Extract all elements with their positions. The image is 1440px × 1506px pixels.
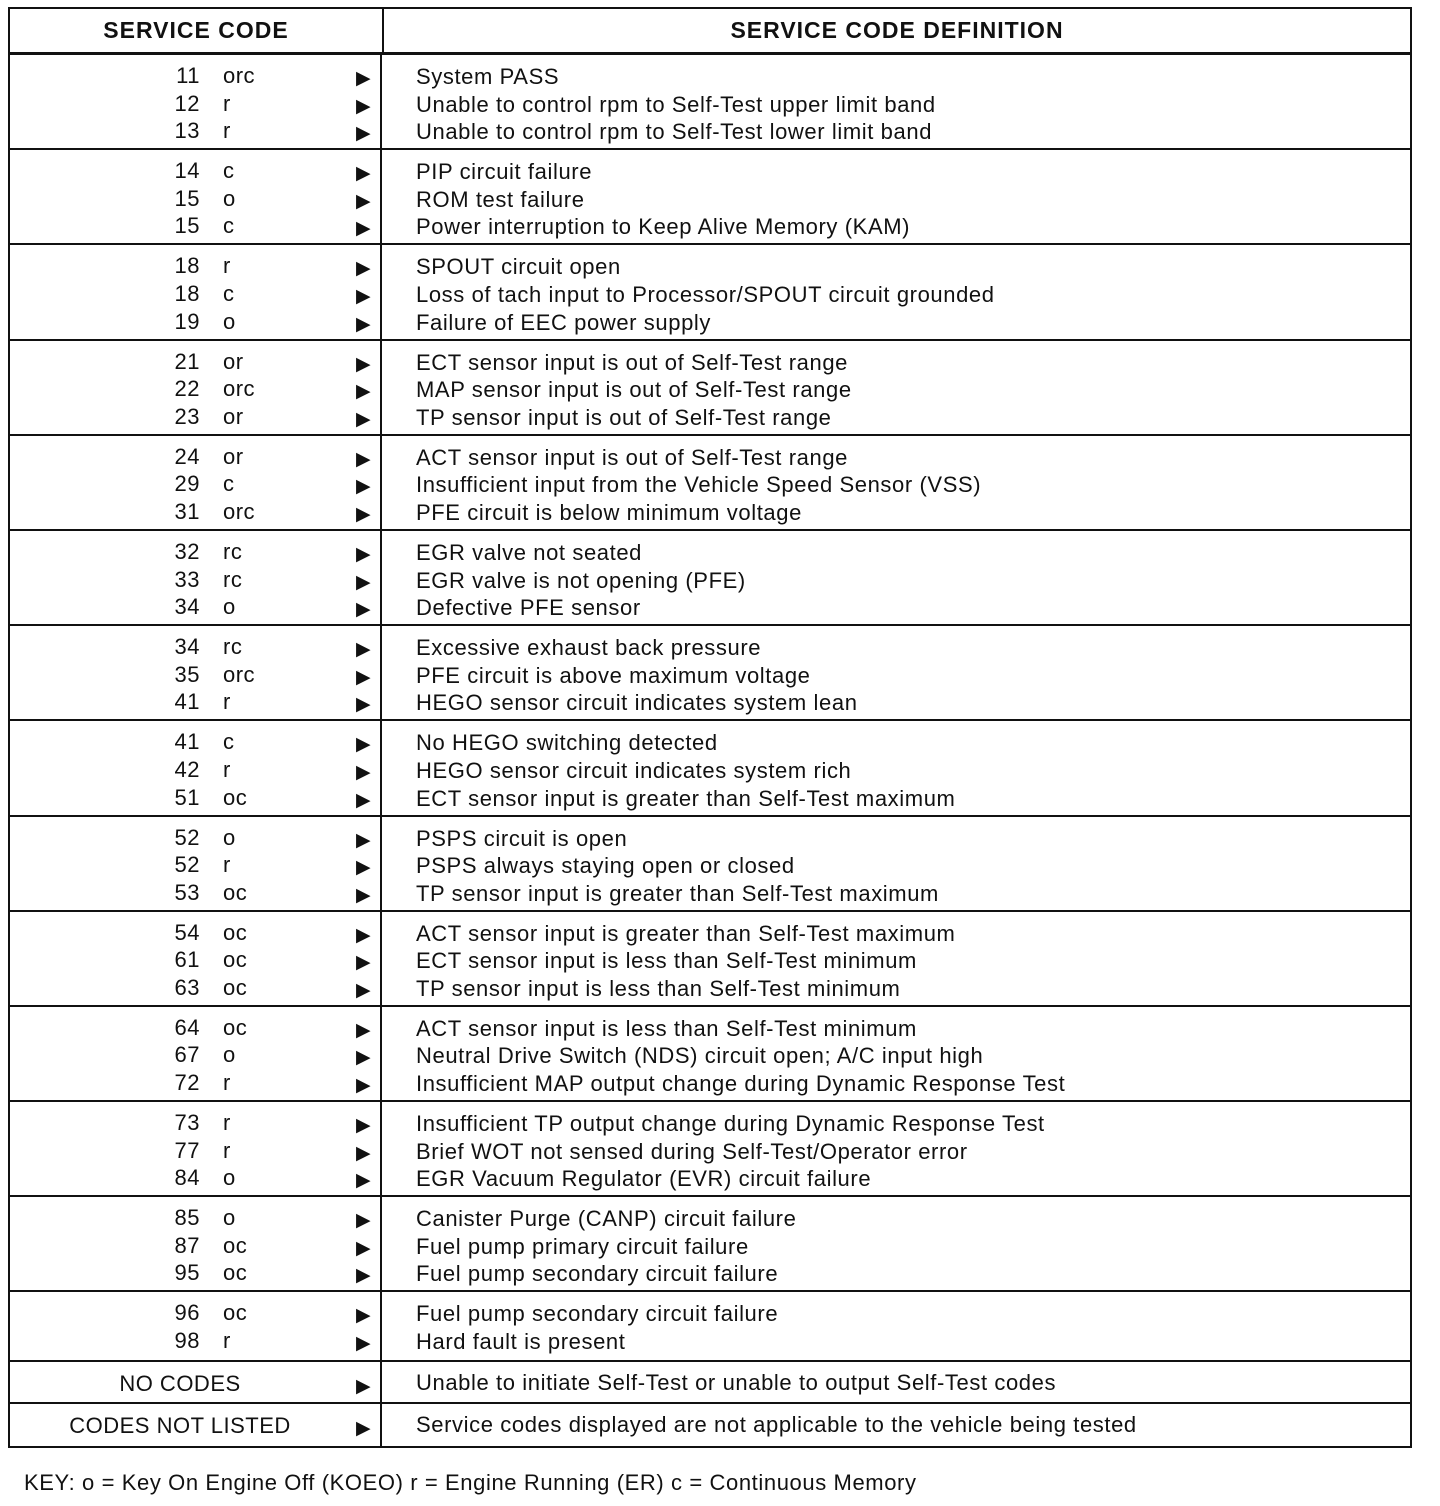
definition-column bbox=[382, 912, 1410, 1005]
arrow-right-icon: ▶ bbox=[356, 163, 372, 185]
definition-text: Fuel pump secondary circuit failure bbox=[416, 1261, 779, 1287]
code-row bbox=[10, 751, 380, 783]
code-column bbox=[10, 150, 382, 243]
code-number: 51 bbox=[174, 784, 200, 810]
definition-text: ACT sensor input is greater than Self-Test maximum bbox=[416, 920, 956, 946]
arrow-right-icon: ▶ bbox=[356, 68, 372, 89]
definition-text: Defective PFE sensor bbox=[416, 595, 641, 621]
code-number: 96 bbox=[174, 1300, 200, 1326]
code-group bbox=[10, 721, 1410, 816]
code-number: 15 bbox=[174, 185, 200, 211]
code-number: 21 bbox=[174, 348, 200, 374]
code-condition: orc bbox=[223, 498, 256, 524]
definition-text: Neutral Drive Switch (NDS) circuit open; A/C input high bbox=[416, 1043, 984, 1069]
arrow-right-icon: ▶ bbox=[356, 639, 372, 661]
definition-text: Hard fault is present bbox=[416, 1329, 626, 1355]
code-condition: orc bbox=[223, 63, 256, 88]
arrow-right-icon: ▶ bbox=[356, 666, 372, 688]
code-column bbox=[10, 721, 382, 814]
header-service-code-definition: SERVICE CODE DEFINITION bbox=[730, 17, 1064, 43]
definition-text: PIP circuit failure bbox=[416, 159, 593, 185]
code-column bbox=[10, 531, 382, 624]
code-column bbox=[10, 1292, 382, 1360]
code-condition: oc bbox=[223, 919, 248, 945]
definition-column bbox=[382, 626, 1410, 719]
code-condition: orc bbox=[223, 661, 256, 687]
code-row bbox=[10, 969, 380, 1001]
code-condition: o bbox=[223, 594, 236, 620]
definition-text: PFE circuit is below minimum voltage bbox=[416, 499, 802, 525]
code-condition: o bbox=[223, 1042, 236, 1068]
arrow-right-icon: ▶ bbox=[356, 884, 372, 906]
code-column bbox=[10, 55, 382, 148]
arrow-right-icon: ▶ bbox=[356, 218, 372, 240]
definition-text: System PASS bbox=[416, 64, 560, 89]
arrow-right-icon: ▶ bbox=[356, 1418, 371, 1440]
code-group bbox=[10, 531, 1410, 626]
special-code-row bbox=[10, 1362, 1410, 1404]
special-code-label: NO CODES bbox=[119, 1371, 241, 1397]
definition-text: Unable to control rpm to Self-Test upper limit band bbox=[416, 91, 936, 117]
arrow-right-icon: ▶ bbox=[356, 1333, 372, 1355]
code-number: 34 bbox=[174, 634, 200, 660]
arrow-right-icon: ▶ bbox=[356, 829, 372, 851]
code-row bbox=[10, 180, 380, 212]
arrow-right-icon: ▶ bbox=[356, 734, 372, 756]
code-condition: or bbox=[223, 348, 244, 374]
definition-text: Insufficient TP output change during Dynamic Response Test bbox=[416, 1111, 1045, 1137]
code-row bbox=[10, 85, 380, 117]
code-number: 41 bbox=[174, 689, 200, 715]
arrow-right-icon: ▶ bbox=[356, 924, 372, 946]
code-number: 32 bbox=[174, 538, 200, 564]
code-column bbox=[10, 1197, 382, 1290]
arrow-right-icon: ▶ bbox=[356, 1075, 372, 1097]
code-condition: r bbox=[223, 253, 231, 279]
code-condition: o bbox=[223, 308, 236, 334]
code-row bbox=[10, 1294, 380, 1327]
definition-text: TP sensor input is out of Self-Test range bbox=[416, 404, 832, 430]
definition-column bbox=[382, 436, 1410, 529]
code-row bbox=[10, 588, 380, 621]
code-row bbox=[10, 1199, 380, 1232]
code-condition: oc bbox=[223, 784, 248, 810]
code-row bbox=[10, 343, 380, 375]
definition-text: HEGO sensor circuit indicates system lean bbox=[416, 690, 858, 716]
definition-text: HEGO sensor circuit indicates system rich bbox=[416, 757, 852, 783]
arrow-right-icon: ▶ bbox=[356, 1265, 372, 1287]
definition-text: Unable to control rpm to Self-Test lower limit band bbox=[416, 119, 933, 145]
special-code-label: CODES NOT LISTED bbox=[69, 1413, 291, 1439]
code-number: 35 bbox=[174, 661, 200, 687]
arrow-right-icon: ▶ bbox=[356, 285, 372, 307]
code-group bbox=[10, 245, 1410, 340]
code-row bbox=[10, 1036, 380, 1069]
definition-column bbox=[382, 1007, 1410, 1100]
code-number: 19 bbox=[174, 308, 200, 334]
code-condition: c bbox=[223, 213, 235, 239]
code-row bbox=[10, 1227, 380, 1259]
arrow-right-icon: ▶ bbox=[356, 1376, 371, 1398]
arrow-right-icon: ▶ bbox=[356, 1019, 372, 1041]
code-condition: oc bbox=[223, 1014, 248, 1040]
code-row bbox=[10, 275, 380, 307]
special-rows bbox=[10, 1362, 1410, 1446]
code-row bbox=[10, 1009, 380, 1041]
code-condition: o bbox=[223, 824, 236, 850]
code-condition: r bbox=[223, 1070, 231, 1096]
code-condition: r bbox=[223, 756, 231, 782]
code-row bbox=[10, 493, 380, 525]
code-number: 12 bbox=[174, 90, 200, 116]
code-condition: oc bbox=[223, 947, 248, 973]
code-condition: c bbox=[223, 471, 235, 497]
code-column bbox=[10, 341, 382, 434]
arrow-right-icon: ▶ bbox=[356, 476, 372, 498]
code-number: 11 bbox=[176, 63, 200, 88]
code-row bbox=[10, 152, 380, 185]
definition-column bbox=[382, 1404, 1410, 1446]
definition-text: SPOUT circuit open bbox=[416, 254, 621, 280]
code-condition: r bbox=[223, 1328, 231, 1354]
code-column bbox=[10, 1404, 382, 1446]
code-condition: rc bbox=[223, 538, 243, 564]
code-condition: oc bbox=[223, 879, 248, 905]
code-condition: c bbox=[223, 158, 235, 184]
definition-column bbox=[382, 1197, 1410, 1290]
code-row bbox=[10, 438, 380, 470]
definition-text: ROM test failure bbox=[416, 186, 585, 212]
arrow-right-icon: ▶ bbox=[356, 448, 372, 470]
code-group bbox=[10, 1102, 1410, 1197]
code-number: 29 bbox=[174, 471, 200, 497]
arrow-right-icon: ▶ bbox=[356, 353, 372, 375]
code-condition: oc bbox=[223, 1232, 248, 1258]
code-group bbox=[10, 341, 1410, 436]
code-group bbox=[10, 1007, 1410, 1102]
code-condition: oc bbox=[223, 1300, 248, 1326]
code-row bbox=[10, 303, 380, 335]
arrow-right-icon: ▶ bbox=[356, 1237, 372, 1259]
code-row bbox=[10, 779, 380, 811]
definition-text: ECT sensor input is out of Self-Test range bbox=[416, 349, 848, 375]
code-row bbox=[10, 561, 380, 593]
code-number: 15 bbox=[174, 213, 200, 239]
definition-column bbox=[382, 150, 1410, 243]
definition-text: Unable to initiate Self-Test or unable to output Self-Test codes bbox=[416, 1370, 1057, 1396]
definition-text: Failure of EEC power supply bbox=[416, 309, 711, 335]
definition-column bbox=[382, 817, 1410, 910]
code-column bbox=[10, 1102, 382, 1195]
definition-text: ECT sensor input is less than Self-Test minimum bbox=[416, 948, 917, 974]
arrow-right-icon: ▶ bbox=[356, 761, 372, 783]
code-number: 33 bbox=[174, 566, 200, 592]
code-row bbox=[10, 1322, 380, 1355]
code-column bbox=[10, 1362, 382, 1402]
code-number: 95 bbox=[174, 1260, 200, 1286]
code-row bbox=[10, 1159, 380, 1192]
code-group bbox=[10, 436, 1410, 531]
code-group bbox=[10, 626, 1410, 721]
arrow-right-icon: ▶ bbox=[356, 1170, 372, 1192]
code-row bbox=[10, 874, 380, 906]
code-number: 22 bbox=[174, 376, 200, 402]
code-column bbox=[10, 626, 382, 719]
code-number: 84 bbox=[174, 1165, 200, 1191]
code-group bbox=[10, 55, 1410, 150]
code-number: 52 bbox=[174, 824, 200, 850]
code-row bbox=[10, 1254, 380, 1287]
definition-text: PFE circuit is above maximum voltage bbox=[416, 662, 811, 688]
code-column bbox=[10, 912, 382, 1005]
code-number: 31 bbox=[174, 498, 200, 524]
definition-column bbox=[382, 341, 1410, 434]
code-group bbox=[10, 1292, 1410, 1362]
definition-text: ACT sensor input is less than Self-Test minimum bbox=[416, 1015, 917, 1041]
definition-text: Excessive exhaust back pressure bbox=[416, 635, 762, 661]
code-number: 67 bbox=[174, 1042, 200, 1068]
code-number: 77 bbox=[174, 1137, 200, 1163]
code-number: 85 bbox=[174, 1205, 200, 1231]
code-number: 18 bbox=[174, 280, 200, 306]
code-number: 34 bbox=[174, 594, 200, 620]
code-number: 64 bbox=[174, 1014, 200, 1040]
code-row bbox=[10, 819, 380, 851]
code-number: 63 bbox=[174, 974, 200, 1000]
code-number: 54 bbox=[174, 919, 200, 945]
definition-column bbox=[382, 1292, 1410, 1360]
code-row bbox=[10, 57, 380, 89]
code-condition: o bbox=[223, 185, 236, 211]
arrow-right-icon: ▶ bbox=[356, 381, 372, 403]
code-number: 42 bbox=[174, 756, 200, 782]
arrow-right-icon: ▶ bbox=[356, 95, 372, 117]
arrow-right-icon: ▶ bbox=[356, 857, 372, 879]
code-condition: o bbox=[223, 1205, 236, 1231]
definition-column bbox=[382, 245, 1410, 338]
code-group bbox=[10, 1197, 1410, 1292]
code-row bbox=[10, 1132, 380, 1164]
definition-text: TP sensor input is less than Self-Test minimum bbox=[416, 975, 901, 1001]
definition-text: Insufficient MAP output change during Dynamic Response Test bbox=[416, 1071, 1066, 1097]
arrow-right-icon: ▶ bbox=[356, 571, 372, 593]
arrow-right-icon: ▶ bbox=[356, 789, 372, 811]
arrow-right-icon: ▶ bbox=[356, 979, 372, 1001]
code-condition: rc bbox=[223, 634, 243, 660]
definition-text: TP sensor input is greater than Self-Test maximum bbox=[416, 880, 939, 906]
code-number: 73 bbox=[174, 1110, 200, 1136]
code-condition: c bbox=[223, 729, 235, 755]
code-column bbox=[10, 245, 382, 338]
definition-column bbox=[382, 721, 1410, 814]
code-number: 13 bbox=[174, 118, 200, 144]
code-condition: orc bbox=[223, 376, 256, 402]
code-number: 72 bbox=[174, 1070, 200, 1096]
arrow-right-icon: ▶ bbox=[356, 503, 372, 525]
definition-text: Power interruption to Keep Alive Memory (KAM) bbox=[416, 214, 911, 240]
code-row bbox=[10, 941, 380, 974]
code-condition: r bbox=[223, 689, 231, 715]
code-condition: o bbox=[223, 1165, 236, 1191]
code-number: 14 bbox=[174, 158, 200, 184]
header-service-code: SERVICE CODE bbox=[10, 9, 384, 52]
code-row bbox=[10, 533, 380, 565]
code-condition: r bbox=[223, 1110, 231, 1136]
arrow-right-icon: ▶ bbox=[356, 313, 372, 335]
arrow-right-icon: ▶ bbox=[356, 694, 372, 716]
code-column bbox=[10, 436, 382, 529]
arrow-right-icon: ▶ bbox=[356, 1047, 372, 1069]
definition-column bbox=[382, 1362, 1410, 1402]
definition-text: EGR valve is not opening (PFE) bbox=[416, 567, 746, 593]
arrow-right-icon: ▶ bbox=[356, 952, 372, 974]
arrow-right-icon: ▶ bbox=[356, 599, 372, 621]
definition-text: Fuel pump secondary circuit failure bbox=[416, 1301, 779, 1327]
code-row bbox=[10, 628, 380, 661]
arrow-right-icon: ▶ bbox=[356, 1210, 372, 1232]
code-condition: r bbox=[223, 90, 231, 116]
definition-text: EGR Vacuum Regulator (EVR) circuit failure bbox=[416, 1166, 872, 1192]
code-row bbox=[10, 683, 380, 716]
code-column bbox=[10, 817, 382, 910]
code-row bbox=[10, 1104, 380, 1137]
code-row bbox=[10, 247, 380, 280]
definition-text: Loss of tach input to Processor/SPOUT circuit grounded bbox=[416, 281, 995, 307]
code-condition: c bbox=[223, 280, 235, 306]
definition-text: ECT sensor input is greater than Self-Test maximum bbox=[416, 785, 956, 811]
code-number: 18 bbox=[174, 253, 200, 279]
definition-text: PSPS circuit is open bbox=[416, 825, 628, 851]
definition-text: Insufficient input from the Vehicle Speed Sensor (VSS) bbox=[416, 472, 982, 498]
definition-column bbox=[382, 1102, 1410, 1195]
code-condition: r bbox=[223, 1137, 231, 1163]
code-row bbox=[10, 465, 380, 498]
arrow-right-icon: ▶ bbox=[356, 408, 372, 430]
code-row bbox=[10, 723, 380, 756]
code-number: 24 bbox=[174, 443, 200, 469]
code-row bbox=[10, 914, 380, 946]
code-row bbox=[10, 656, 380, 688]
code-number: 53 bbox=[174, 879, 200, 905]
definition-text: No HEGO switching detected bbox=[416, 730, 718, 756]
arrow-right-icon: ▶ bbox=[356, 190, 372, 212]
code-number: 23 bbox=[174, 403, 200, 429]
arrow-right-icon: ▶ bbox=[356, 258, 372, 280]
special-code-row bbox=[10, 1404, 1410, 1446]
definition-text: ACT sensor input is out of Self-Test range bbox=[416, 444, 848, 470]
definition-text: Service codes displayed are not applicable to the vehicle being tested bbox=[416, 1412, 1137, 1438]
service-code-table bbox=[8, 7, 1412, 1448]
code-number: 87 bbox=[174, 1232, 200, 1258]
code-row bbox=[10, 207, 380, 240]
code-number: 61 bbox=[174, 947, 200, 973]
code-condition: rc bbox=[223, 566, 243, 592]
arrow-right-icon: ▶ bbox=[356, 1115, 372, 1137]
key-legend: KEY: o = Key On Engine Off (KOEO) r = Engine Running (ER) c = Continuous Memory bbox=[24, 1470, 917, 1495]
code-number: 98 bbox=[174, 1328, 200, 1354]
code-condition: oc bbox=[223, 1260, 248, 1286]
table-header bbox=[10, 9, 1410, 55]
definition-text: EGR valve not seated bbox=[416, 539, 643, 565]
arrow-right-icon: ▶ bbox=[356, 543, 372, 565]
code-groups bbox=[10, 55, 1410, 1362]
code-column bbox=[10, 1007, 382, 1100]
arrow-right-icon: ▶ bbox=[356, 1142, 372, 1164]
definition-text: MAP sensor input is out of Self-Test range bbox=[416, 377, 852, 403]
code-number: 41 bbox=[174, 729, 200, 755]
definition-text: Brief WOT not sensed during Self-Test/Operator error bbox=[416, 1138, 968, 1164]
arrow-right-icon: ▶ bbox=[356, 1305, 372, 1327]
code-group bbox=[10, 150, 1410, 245]
code-condition: or bbox=[223, 443, 244, 469]
arrow-right-icon: ▶ bbox=[356, 123, 372, 145]
definition-column bbox=[382, 531, 1410, 624]
code-number: 52 bbox=[174, 852, 200, 878]
code-row bbox=[10, 846, 380, 879]
code-condition: or bbox=[223, 403, 244, 429]
code-row bbox=[10, 370, 380, 403]
code-condition: r bbox=[223, 118, 231, 144]
definition-text: Fuel pump primary circuit failure bbox=[416, 1233, 749, 1259]
definition-text: Canister Purge (CANP) circuit failure bbox=[416, 1206, 797, 1232]
code-row bbox=[10, 398, 380, 430]
code-condition: oc bbox=[223, 974, 248, 1000]
code-condition: r bbox=[223, 852, 231, 878]
code-group bbox=[10, 817, 1410, 912]
code-row bbox=[10, 1064, 380, 1097]
code-group bbox=[10, 912, 1410, 1007]
code-row bbox=[10, 112, 380, 145]
definition-column bbox=[382, 55, 1410, 148]
definition-text: PSPS always staying open or closed bbox=[416, 853, 795, 879]
